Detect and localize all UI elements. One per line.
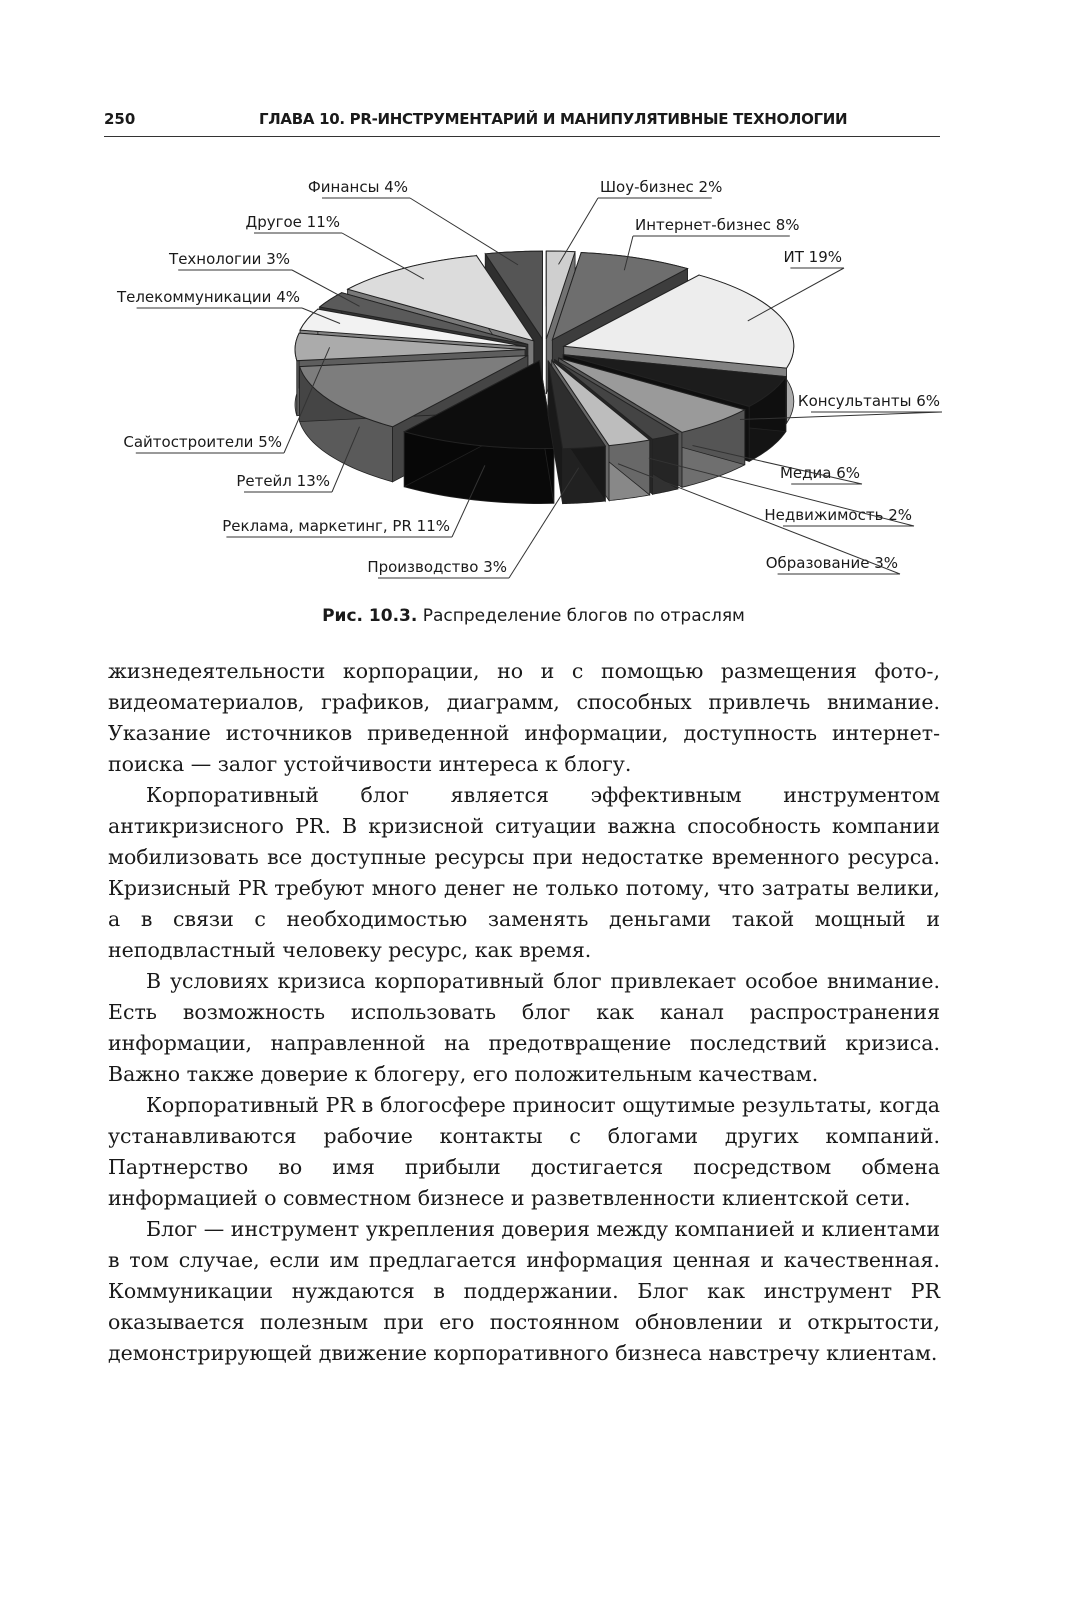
slice-label: ИТ 19%	[783, 248, 842, 266]
slice-label: Технологии 3%	[169, 250, 290, 268]
pie-chart	[100, 170, 960, 590]
slice-label: Другое 11%	[245, 213, 340, 231]
slice-label: Медиа 6%	[779, 464, 860, 482]
slice-label: Финансы 4%	[307, 178, 408, 196]
slice-label: Производство 3%	[367, 558, 507, 576]
slice-label: Консультанты 6%	[797, 392, 940, 410]
body-text	[108, 656, 940, 1369]
slice-label: Интернет-бизнес 8%	[635, 216, 800, 234]
running-head: ГЛАВА 10. PR-ИНСТРУМЕНТАРИЙ И МАНИПУЛЯТИВНЫЕ ТЕХНОЛОГИИ	[259, 110, 848, 128]
figure-caption	[0, 606, 1067, 626]
page-header	[104, 106, 940, 137]
paragraph-5: Блог — инструмент укрепления доверия между компанией и клиентами в том случае, если им предлагается информация ценная и качественная. Коммуникации нуждаются в поддержании. Блог как инструмент PR оказывается полезным при его постоянном обновлении и открытости, демонстрирующей движение корпоративного бизнеса навстречу клиентам.	[108, 1217, 940, 1365]
slice-label: Недвижимость 2%	[764, 506, 912, 524]
slice-label-group	[116, 288, 340, 323]
slice-label: Сайтостроители 5%	[123, 433, 282, 451]
figure-caption-text: Распределение блогов по отраслям	[422, 606, 745, 626]
slice-label: Телекоммуникации 4%	[116, 288, 300, 306]
slice-label: Образование 3%	[765, 554, 898, 572]
slice-label: Шоу-бизнес 2%	[600, 178, 723, 196]
leader-line	[748, 268, 844, 321]
leader-line	[342, 233, 424, 279]
slice-label: Реклама, маркетинг, PR 11%	[222, 517, 450, 535]
page-number: 250	[104, 110, 136, 128]
paragraph-3: В условиях кризиса корпоративный блог привлекает особое внимание. Есть возможность использовать блог как канал распространения информации, направленной на предотвращение последствий кризиса. Важно также доверие к блогеру, его положительным качествам.	[108, 969, 940, 1086]
slice-label-group	[245, 213, 423, 279]
leader-line	[410, 198, 518, 265]
figure-caption-label: Рис. 10.3.	[322, 606, 418, 626]
slice-label: Ретейл 13%	[236, 472, 330, 490]
paragraph-4: Корпоративный PR в блогосфере приносит ощутимые результаты, когда устанавливаются рабочие контакты с блогами других компаний. Партнерство во имя прибыли достигается посредством обмена информацией о совместном бизнесе и разветвленности клиентской сети.	[108, 1093, 940, 1210]
paragraph-1: жизнедеятельности корпорации, но и с помощью размещения фото-, видеоматериалов, графиков, диаграмм, способных привлечь внимание. Указание источников приведенной информации, доступность интернет-поиска — залог устойчивости интереса к блогу.	[108, 659, 940, 776]
paragraph-2: Корпоративный блог является эффективным инструментом антикризисного PR. В кризисной ситуации важна способность компании мобилизовать все доступные ресурсы при недостатке временного ресурса. Кризисный PR требуют много денег не только потому, что затраты велики, а в связи с необходимостью заменять деньгами такой мощный и неподвластный человеку ресурс, как время.	[108, 783, 940, 962]
